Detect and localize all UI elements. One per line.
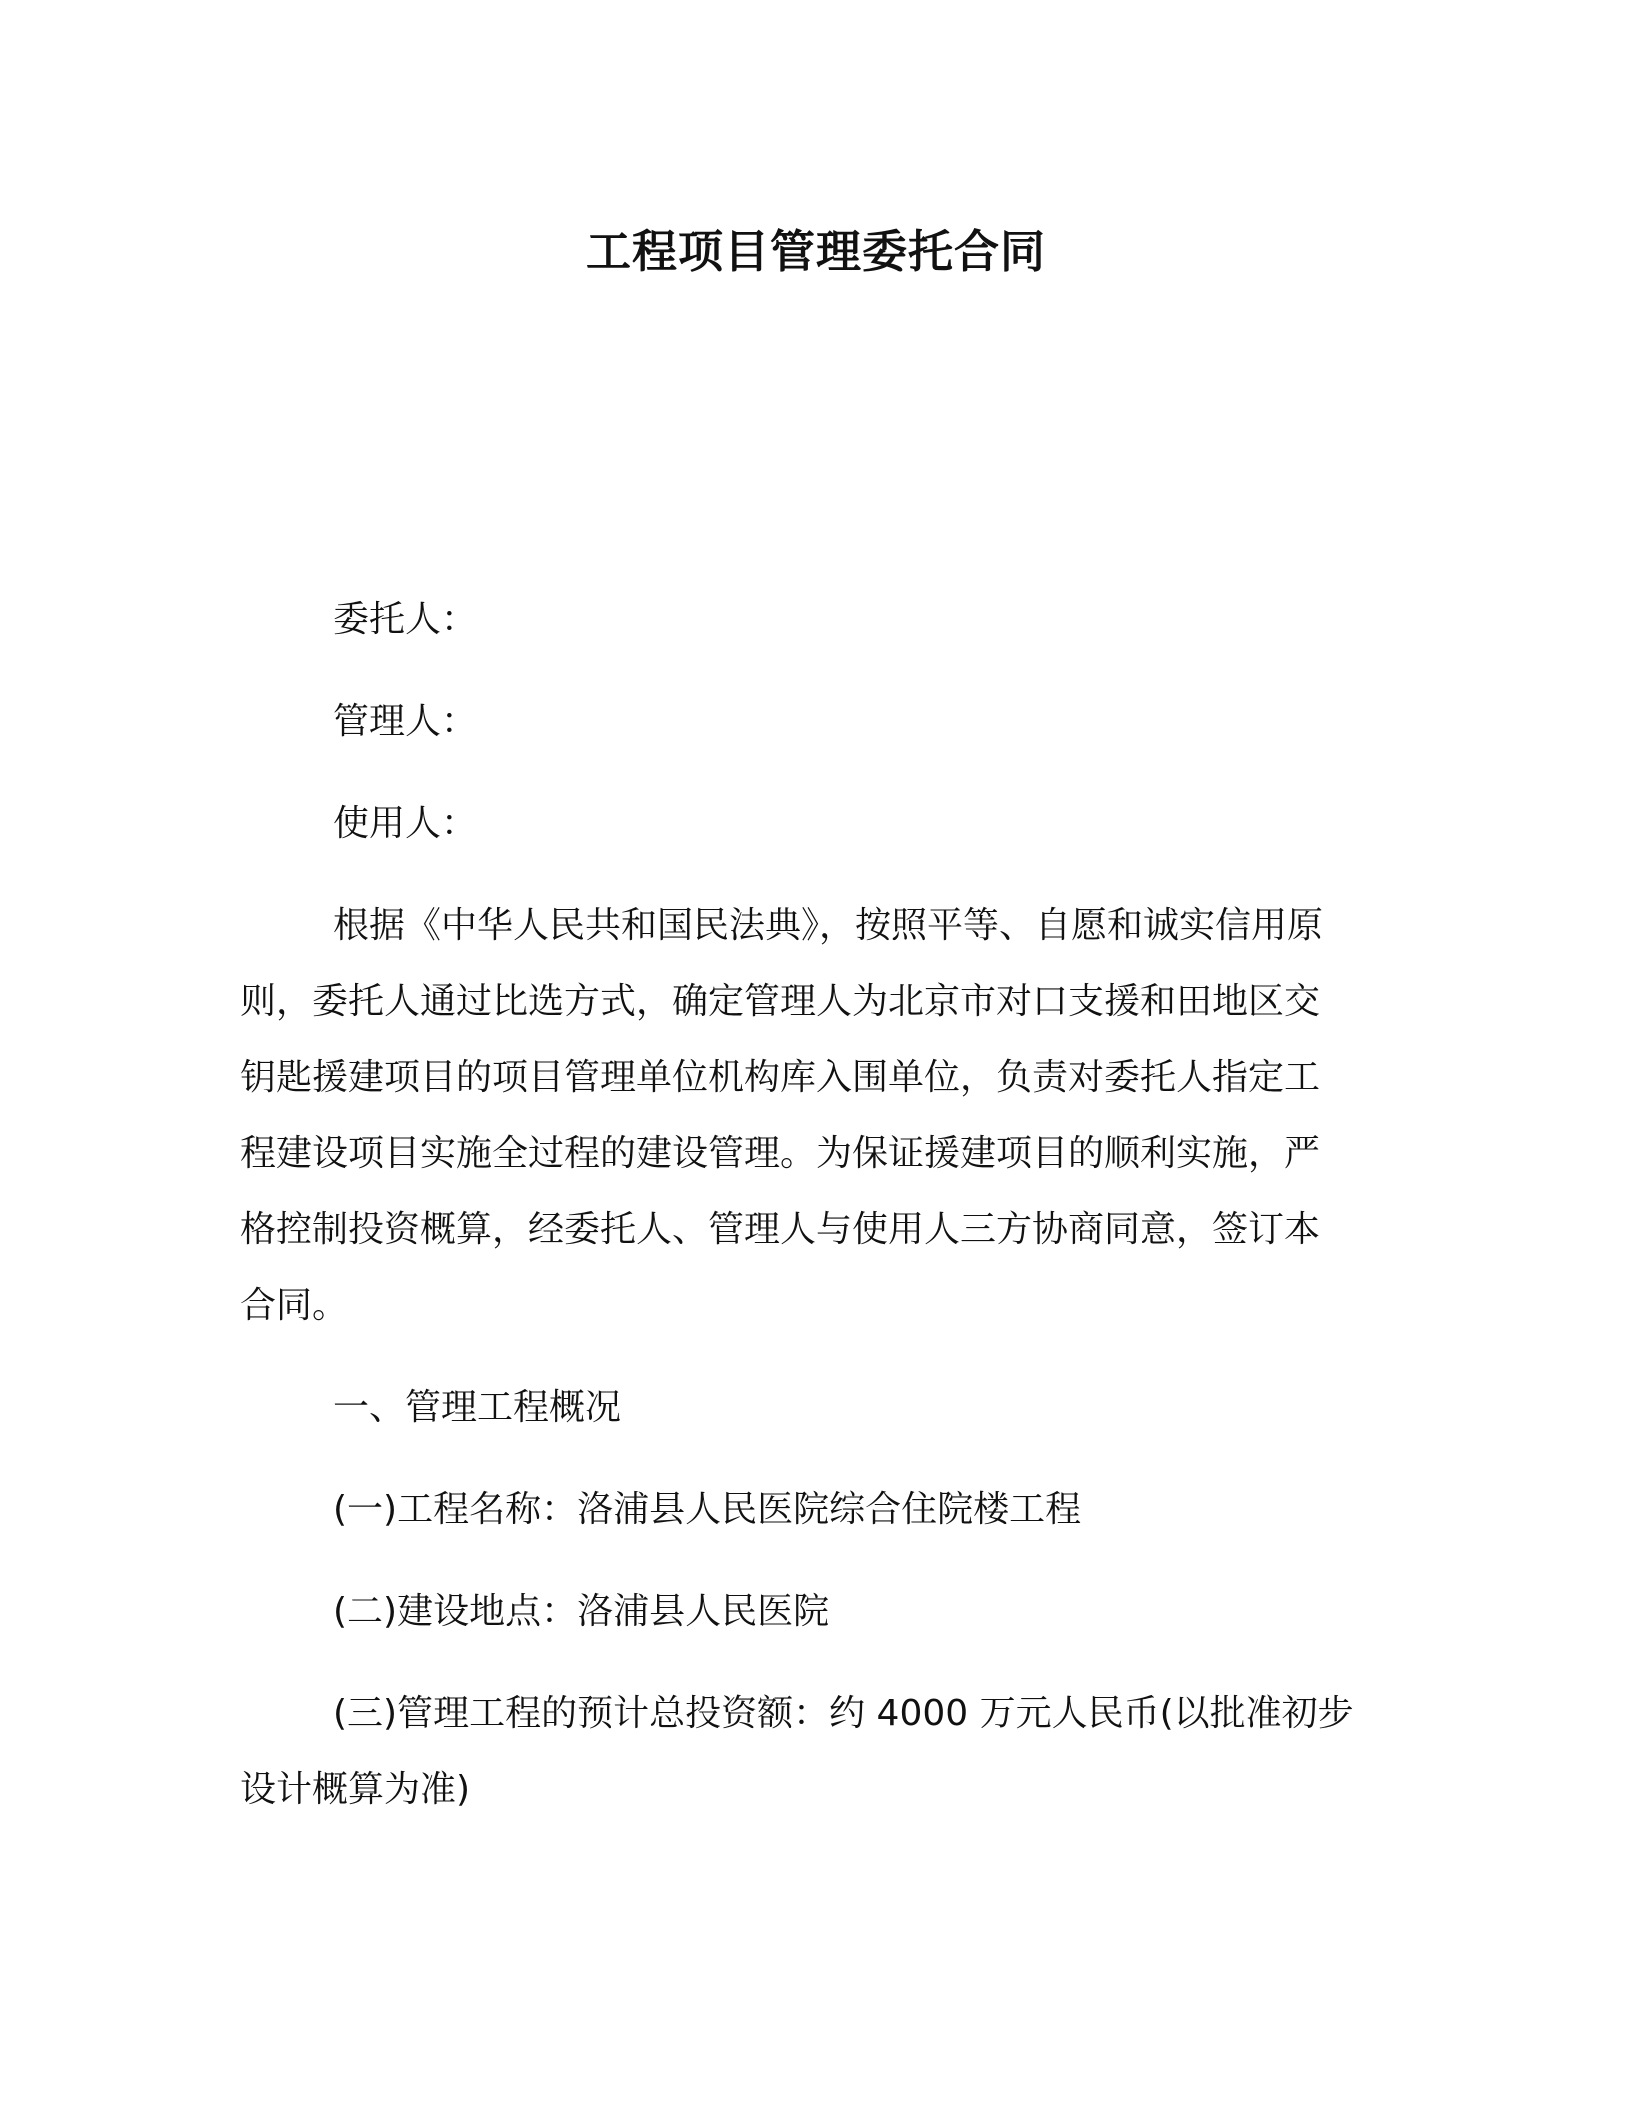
document-title: 工程项目管理委托合同 [585, 225, 1046, 278]
party-entrustor: 委托人： [333, 599, 478, 640]
section-1-heading: 一、管理工程概况 [333, 1387, 622, 1428]
party-user: 使用人： [333, 803, 478, 844]
preamble-line-1: 根据《中华人民共和国民法典》，按照平等、自愿和诚实信用原 [333, 905, 1324, 946]
preamble-line-6: 合同。 [240, 1285, 349, 1326]
project-name-item: (一)工程名称：洛浦县人民医院综合住院楼工程 [333, 1489, 1082, 1530]
preamble-line-4: 程建设项目实施全过程的建设管理。为保证援建项目的顺利实施，严 [240, 1133, 1321, 1174]
preamble-line-2: 则，委托人通过比选方式，确定管理人为北京市对口支援和田地区交 [240, 981, 1321, 1022]
preamble-line-3: 钥匙援建项目的项目管理单位机构库入围单位，负责对委托人指定工 [240, 1057, 1321, 1098]
investment-item-line-1: (三)管理工程的预计总投资额：约 4000 万元人民币(以批准初步 [333, 1693, 1354, 1734]
construction-site-item: (二)建设地点：洛浦县人民医院 [333, 1591, 830, 1632]
preamble-line-5: 格控制投资概算，经委托人、管理人与使用人三方协商同意，签订本 [240, 1209, 1321, 1250]
investment-item-line-2: 设计概算为准) [240, 1769, 471, 1810]
party-manager: 管理人： [333, 701, 478, 742]
